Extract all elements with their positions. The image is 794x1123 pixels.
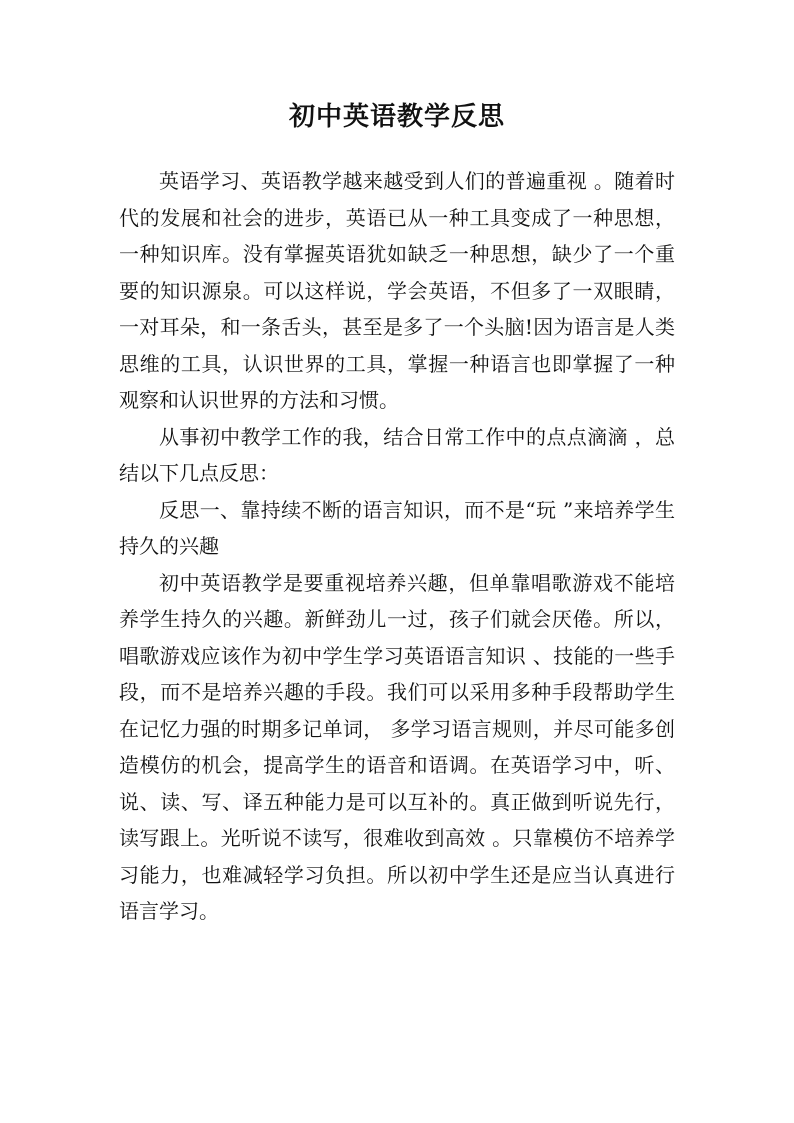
document-title: 初中英语教学反思: [288, 102, 505, 132]
paragraph-reflection-body: 初中英语教学是要重视培养兴趣，但单靠唱歌游戏不能培养学生持久的兴趣。新鲜劲儿一过，孩子们就会厌倦。所以，唱歌游戏应该作为初中学生学习英语语言知识 、技能的一些手段，而不是培养兴趣的手段。我们可以采用多种手段帮助学生在记忆力强的时期多记单词， 多学习语言规则，并尽可能多创造模仿的机会，提高学生的语音和语调。在英语学习中，听、说、读、写、译五种能力是可以互补的。真正做到听说先行，读写跟上。光听说不读写，很难收到高效 。只靠模仿不培养学习能力，也难减轻学习负担。所以初中学生还是应当认真进行语言学习。: [119, 570, 675, 923]
paragraph-intro: 英语学习、英语教学越来越受到人们的普遍重视 。随着时代的发展和社会的进步，英语已从一种工具变成了一种思想，一种知识库。没有掌握英语犹如缺乏一种思想，缺少了一个重要的知识源泉。可以这样说，学会英语，不但多了一双眼睛，一对耳朵，和一条舌头，甚至是多了一个头脑!因为语言是人类思维的工具，认识世界的工具，掌握一种语言也即掌握了一种观察和认识世界的方法和习惯。: [119, 169, 675, 412]
document-body: [119, 163, 675, 930]
paragraph-summary: 从事初中教学工作的我，结合日常工作中的点点滴滴 ，总结以下几点反思：: [119, 424, 675, 485]
paragraph-reflection-heading: 反思一、靠持续不断的语言知识，而不是“玩 ”来培养学生持久的兴趣: [119, 497, 675, 558]
